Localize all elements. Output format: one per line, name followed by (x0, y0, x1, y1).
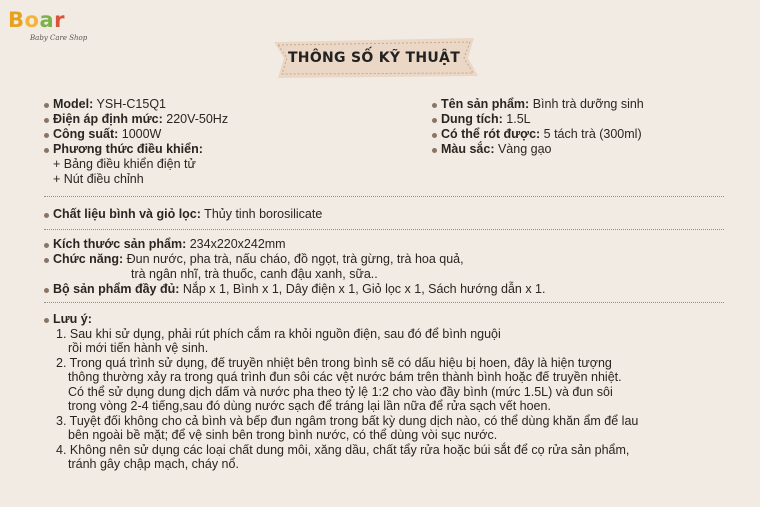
page-title: THÔNG SỐ KỸ THUẬT (287, 50, 461, 66)
bullet-icon (44, 103, 49, 108)
spec-value: 1.5L (502, 112, 531, 126)
control-item: + Nút điều chỉnh (53, 172, 144, 186)
divider (44, 229, 724, 230)
spec-value: Vàng gạo (494, 142, 552, 156)
spec-functions-cont: trà ngân nhĩ, trà thuốc, canh đậu xanh, sữa.. (131, 267, 378, 281)
note-line: 2. Trong quá trình sử dụng, đế truyền nhiệt bên trong bình sẽ có dấu hiệu bị hoen, đây là hiện tượng (56, 356, 612, 370)
bullet-icon (44, 133, 49, 138)
bullet-icon (432, 133, 437, 138)
bullet-icon (44, 243, 49, 248)
note-line: tránh gây chập mạch, cháy nổ. (68, 457, 239, 471)
notes-label: Lưu ý: (53, 312, 92, 326)
spec-value: Bình trà dưỡng sinh (529, 97, 644, 111)
bullet-icon (432, 148, 437, 153)
spec-product-name (441, 97, 644, 112)
spec-label: Có thể rót được: (441, 127, 541, 141)
note-line: 4. Không nên sử dụng các loại chất dung môi, xăng dầu, chất tẩy rửa hoặc búi sắt để cọ rửa sản phẩm, (56, 443, 630, 457)
logo-letter: B (8, 8, 25, 32)
title-banner (268, 38, 480, 78)
note-line: Có thể sử dụng dung dịch dấm và nước pha theo tỷ lệ 1:2 cho vào đầy bình (mức 1.5L) và đun sôi (68, 385, 613, 399)
logo-wordmark (8, 8, 65, 32)
spec-color (441, 142, 552, 157)
spec-label: Chức năng: (53, 252, 124, 266)
brand-logo (8, 8, 88, 53)
bullet-icon (44, 318, 49, 323)
spec-value: Thủy tinh borosilicate (200, 207, 323, 221)
spec-label: Bộ sản phẩm đầy đủ: (53, 282, 180, 296)
spec-label: Màu sắc: (441, 142, 495, 156)
spec-value: YSH-C15Q1 (93, 97, 166, 111)
divider (44, 196, 724, 197)
spec-value: 220V-50Hz (162, 112, 229, 126)
spec-value: 1000W (118, 127, 162, 141)
logo-tagline: Baby Care Shop (30, 34, 88, 42)
spec-value: 5 tách trà (300ml) (540, 127, 642, 141)
spec-package (53, 282, 545, 297)
spec-control-method (53, 142, 203, 157)
spec-material (53, 207, 322, 222)
spec-functions (53, 252, 464, 267)
spec-label: Phương thức điều khiển: (53, 142, 203, 156)
note-line: bên ngoài bề mặt; để vệ sinh bên trong bình nước, có thể dùng vòi sục nước. (68, 428, 498, 442)
logo-letter: o (24, 8, 40, 32)
spec-label: Kích thước sản phẩm: (53, 237, 187, 251)
bullet-icon (432, 118, 437, 123)
note-line: thông thường xảy ra trong quá trình đun sôi các vệt nước bám trên thành bình hoặc đế truyền nhiệt. (68, 370, 622, 384)
spec-label: Tên sản phẩm: (441, 97, 530, 111)
note-line: 1. Sau khi sử dụng, phải rút phích cắm ra khỏi nguồn điện, sau đó để bình nguội (56, 327, 501, 341)
note-line: rồi mới tiến hành vệ sinh. (68, 341, 209, 355)
spec-value: Nắp x 1, Bình x 1, Dây điện x 1, Giỏ lọc x 1, Sách hướng dẫn x 1. (179, 282, 546, 296)
spec-label: Điện áp định mức: (53, 112, 163, 126)
spec-label: Chất liệu bình và giỏ lọc: (53, 207, 201, 221)
spec-capacity (441, 112, 531, 127)
spec-label: Dung tích: (441, 112, 503, 126)
bullet-icon (44, 258, 49, 263)
spec-voltage (53, 112, 228, 127)
control-item: + Bảng điều khiển điện tử (53, 157, 196, 171)
bullet-icon (44, 288, 49, 293)
bullet-icon (44, 118, 49, 123)
spec-power (53, 127, 161, 142)
spec-model (53, 97, 166, 112)
bullet-icon (44, 213, 49, 218)
spec-label: Công suất: (53, 127, 119, 141)
bullet-icon (432, 103, 437, 108)
spec-pour-cups (441, 127, 642, 142)
bullet-icon (44, 148, 49, 153)
divider (44, 302, 724, 303)
spec-value: Đun nước, pha trà, nấu cháo, đồ ngọt, trà gừng, trà hoa quả, (123, 252, 464, 266)
logo-letter: r (54, 8, 65, 32)
spec-label: Model: (53, 97, 94, 111)
note-line: trong vòng 2-4 tiếng,sau đó dùng nước sạch để tráng lại lần nữa để rửa sạch vết hoen. (68, 399, 551, 413)
notes-heading (53, 312, 92, 327)
note-line: 3. Tuyệt đối không cho cả bình và bếp đun ngâm trong bất kỳ dung dịch nào, có thể dùng khăn ẩm để lau (56, 414, 639, 428)
spec-dimensions (53, 237, 286, 252)
spec-value: 234x220x242mm (186, 237, 286, 251)
logo-letter: a (39, 8, 55, 32)
